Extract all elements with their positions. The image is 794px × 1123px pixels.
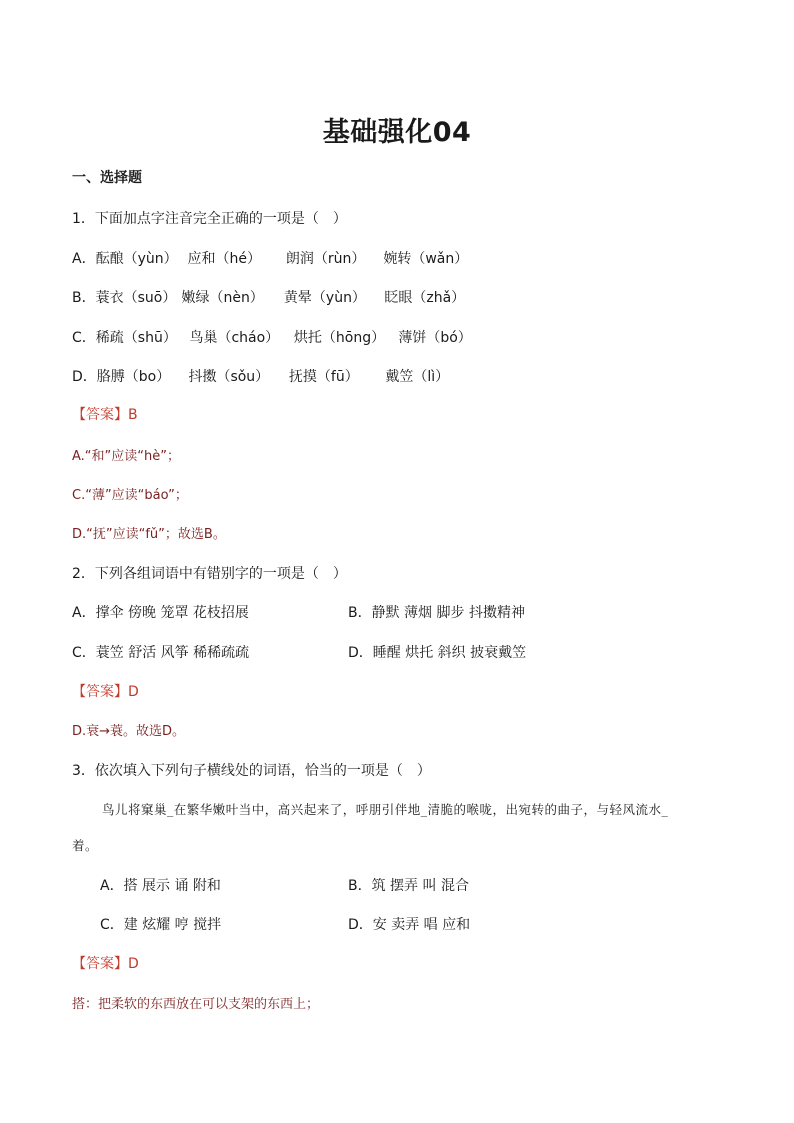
question-1-explain-c: C.“薄”应读“báo”； [72,488,188,503]
question-1-option-d [72,366,449,386]
question-3-option-b: B．筑 摆弄 叫 混合 [348,878,469,894]
section-heading: 一、选择题 [72,170,142,186]
question-3-explain: 搭：把柔软的东西放在可以支架的东西上； [72,997,320,1012]
question-2-option-a: A．撑伞 傍晚 笼罩 花枝招展 [72,605,249,621]
question-1-answer [72,404,138,424]
question-3-passage-line-1: 鸟儿将窠巢_在繁华嫩叶当中，高兴起来了，呼朋引伴地_清脆的喉咙，出宛转的曲子，与轻风流水_ [102,802,669,817]
question-2-answer [72,681,139,701]
option-item: 抚摸（fū） [288,369,359,385]
question-2-explain: D.衰→蓑。故选D。 [72,724,186,739]
question-2-option-b: B．静默 薄烟 脚步 抖擞精神 [348,605,525,621]
option-item: 抖擞（sǒu） [188,369,270,385]
question-1-explain-d: D.“抚”应读“fǔ”；故选B。 [72,527,226,542]
answer-label: 【答案】 [72,684,128,700]
option-item: 鸟巢（cháo） [189,330,280,346]
option-item: 戴笠（lì） [385,369,450,385]
option-item: 薄饼（bó） [398,330,472,346]
option-item: A．酝酿（yùn） [72,251,178,267]
option-item: 应和（hé） [187,251,261,267]
option-item: 朗润（rùn） [285,251,366,267]
question-3-answer [72,953,139,973]
answer-value: D [128,956,139,972]
question-3-passage-line-2: 着。 [72,838,99,853]
option-item: 婉转（wǎn） [383,251,469,267]
page-title: 基础强化04 [322,117,472,148]
answer-value: D [128,684,139,700]
question-2-option-c: C．蓑笠 舒活 风筝 稀稀疏疏 [72,645,250,661]
option-item: B．蓑衣（suō） [72,290,177,306]
answer-label: 【答案】 [72,956,128,972]
question-3-option-a: A．搭 展示 诵 附和 [100,878,221,894]
answer-label: 【答案】 [72,407,128,423]
question-3-stem: 3．依次填入下列句子横线处的词语，恰当的一项是（ ） [72,763,431,779]
option-item: 嫩绿（nèn） [181,290,264,306]
question-2-stem: 2．下列各组词语中有错别字的一项是（ ） [72,566,347,582]
answer-value: B [128,407,138,423]
question-2-option-d: D．睡醒 烘托 斜织 披衰戴笠 [348,645,527,661]
option-item: C．稀疏（shū） [72,330,177,346]
option-item: 眨眼（zhǎ） [384,290,466,306]
question-3-option-c: C．建 炫耀 哼 搅拌 [100,917,222,933]
question-1-option-a [72,248,468,268]
option-item: 烘托（hōng） [293,330,386,346]
question-1-stem: 1．下面加点字注音完全正确的一项是（ ） [72,211,347,227]
question-1-option-b [72,287,465,307]
question-3-option-d: D．安 卖弄 唱 应和 [348,917,471,933]
question-1-option-c [72,327,472,347]
question-1-explain-a: A.“和”应读“hè”； [72,449,180,464]
option-item: 黄晕（yùn） [283,290,366,306]
option-item: D．胳膊（bo） [72,369,171,385]
